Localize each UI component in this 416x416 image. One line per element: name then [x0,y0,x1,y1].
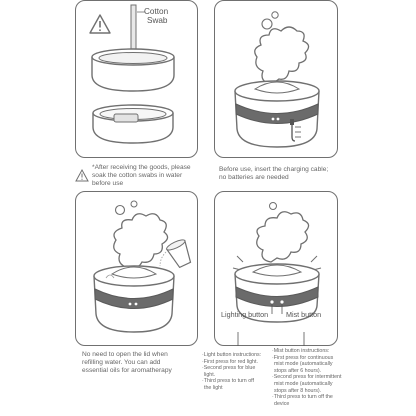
mist-button-instructions: ·Mist button instructions: ·First press for continuous mist mode (automatically stops after 6 hours). ·Second press for intermittent mist mode (automatically stops after 8 hours). ·Third press to turn off the device [272,348,342,407]
caption-refill: No need to open the lid when refilling water. You can add essential oils for aromatherapy [82,351,172,374]
lighting-button-label: Lighting button [221,310,269,319]
mist-button-label: Mist button [286,310,322,319]
caption-cotton-swab: *After receiving the goods, please soak the cotton swabs in water before use [92,164,191,187]
swab-label: Swab [147,16,168,25]
caption-charging: Before use, insert the charging cable; no batteries are needed [219,166,329,181]
light-button-instructions: ·Light button instructions: ·First press for red light. ·Second press for blue light. ·Third press to turn off the light [202,352,262,391]
cotton-label: Cotton [144,7,169,16]
